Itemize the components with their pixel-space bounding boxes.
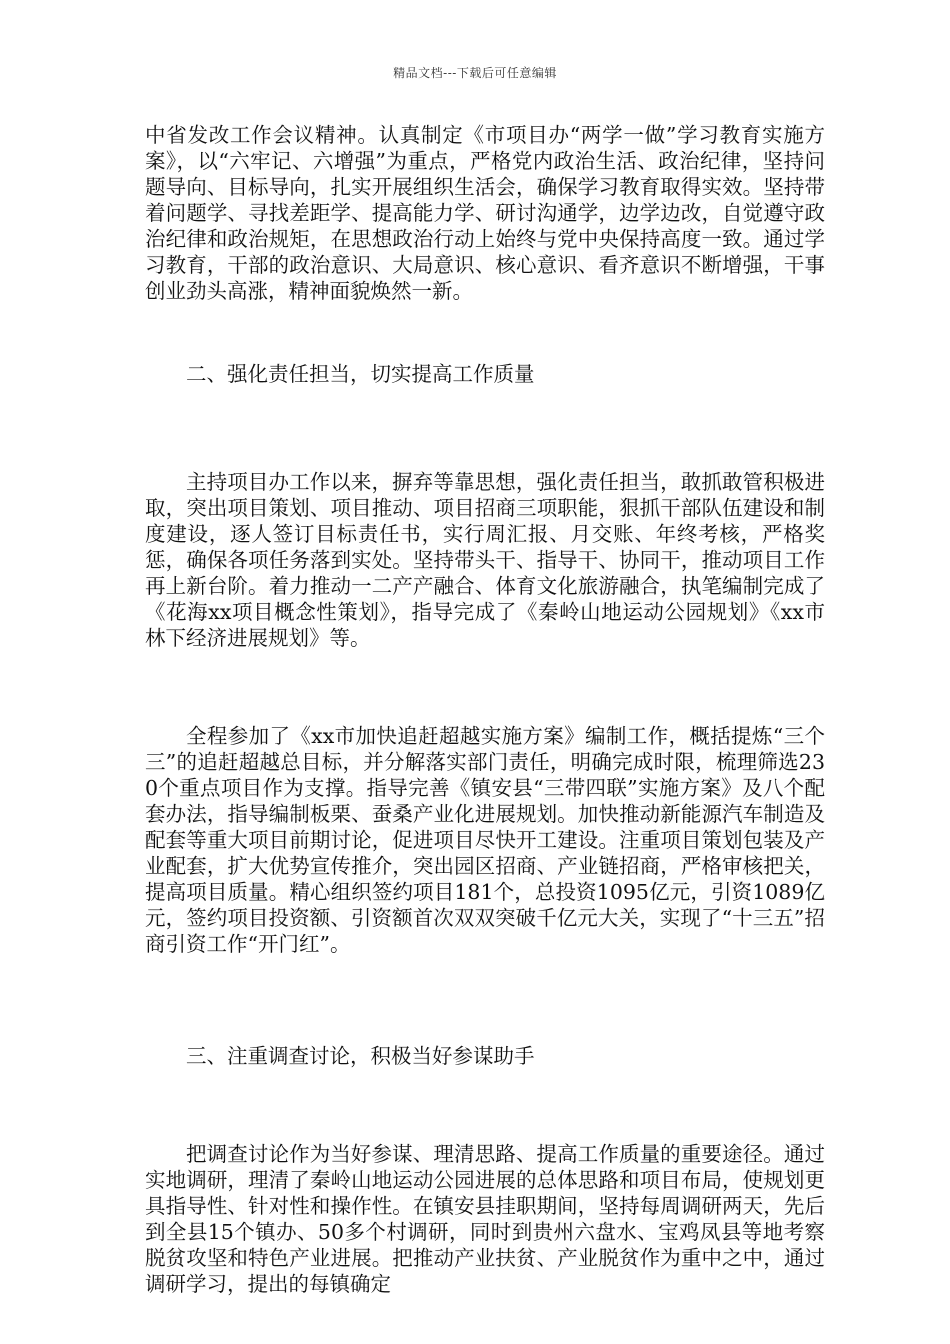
paragraph-2: 主持项目办工作以来，摒弃等靠思想，强化责任担当，敢抓敢管积极进取，突出项目策划、项目推动、项目招商三项职能，狠抓干部队伍建设和制度建设，逐人签订目标责任书，实行周汇报、月交账、年终考核，严格奖惩，确保各项任务落到实处。坚持带头干、指导干、协同干，推动项目工作再上新台阶。着力推动一二产产融合、体育文化旅游融合，执笔编制完成了《花海xx项目概念性策划》，指导完成了《秦岭山地运动公园规划》《xx市林下经济进展规划》等。 (145, 470, 825, 650)
page-header: 精品文档---下载后可任意编辑 (393, 66, 557, 80)
paragraph-3: 全程参加了《xx市加快追赶超越实施方案》编制工作，概括提炼“三个三”的追赶超越总目标，并分解落实部门责任，明确完成时限，梳理筛选230个重点项目作为支撑。指导完善《镇安县“三带四联”实施方案》及八个配套办法，指导编制板栗、蚕桑产业化进展规划。加快推动新能源汽车制造及配套等重大项目前期讨论，促进项目尽快开工建设。注重项目策划包装及产业配套，扩大优势宣传推介，突出园区招商、产业链招商，严格审核把关，提高项目质量。精心组织签约项目181个，总投资1095亿元，引资1089亿元，签约项目投资额、引资额首次双双突破千亿元大关，实现了“十三五”招商引资工作“开门红”。 (145, 724, 825, 956)
section-heading-3: 三、注重调查讨论，积极当好参谋助手 (186, 1044, 535, 1068)
paragraph-1: 中省发改工作会议精神。认真制定《市项目办“两学一做”学习教育实施方案》，以“六牢记、六增强”为重点，严格党内政治生活、政治纪律，坚持问题导向、目标导向，扎实开展组织生活会，确保学习教育取得实效。坚持带着问题学、寻找差距学、提高能力学、研讨沟通学，边学边改，自觉遵守政治纪律和政治规矩，在思想政治行动上始终与党中央保持高度一致。通过学习教育，干部的政治意识、大局意识、核心意识、看齐意识不断增强，干事创业劲头高涨，精神面貌焕然一新。 (145, 123, 825, 303)
document-body (145, 122, 825, 1297)
paragraph-4: 把调查讨论作为当好参谋、理清思路、提高工作质量的重要途径。通过实地调研，理清了秦岭山地运动公园进展的总体思路和项目布局，使规划更具指导性、针对性和操作性。在镇安县挂职期间，坚持每周调研两天，先后到全县15个镇办、50多个村调研，同时到贵州六盘水、宝鸡凤县等地考察脱贫攻坚和特色产业进展。把推动产业扶贫、产业脱贫作为重中之中，通过调研学习，提出的每镇确定 (145, 1142, 825, 1296)
section-heading-2: 二、强化责任担当，切实提高工作质量 (186, 362, 535, 386)
